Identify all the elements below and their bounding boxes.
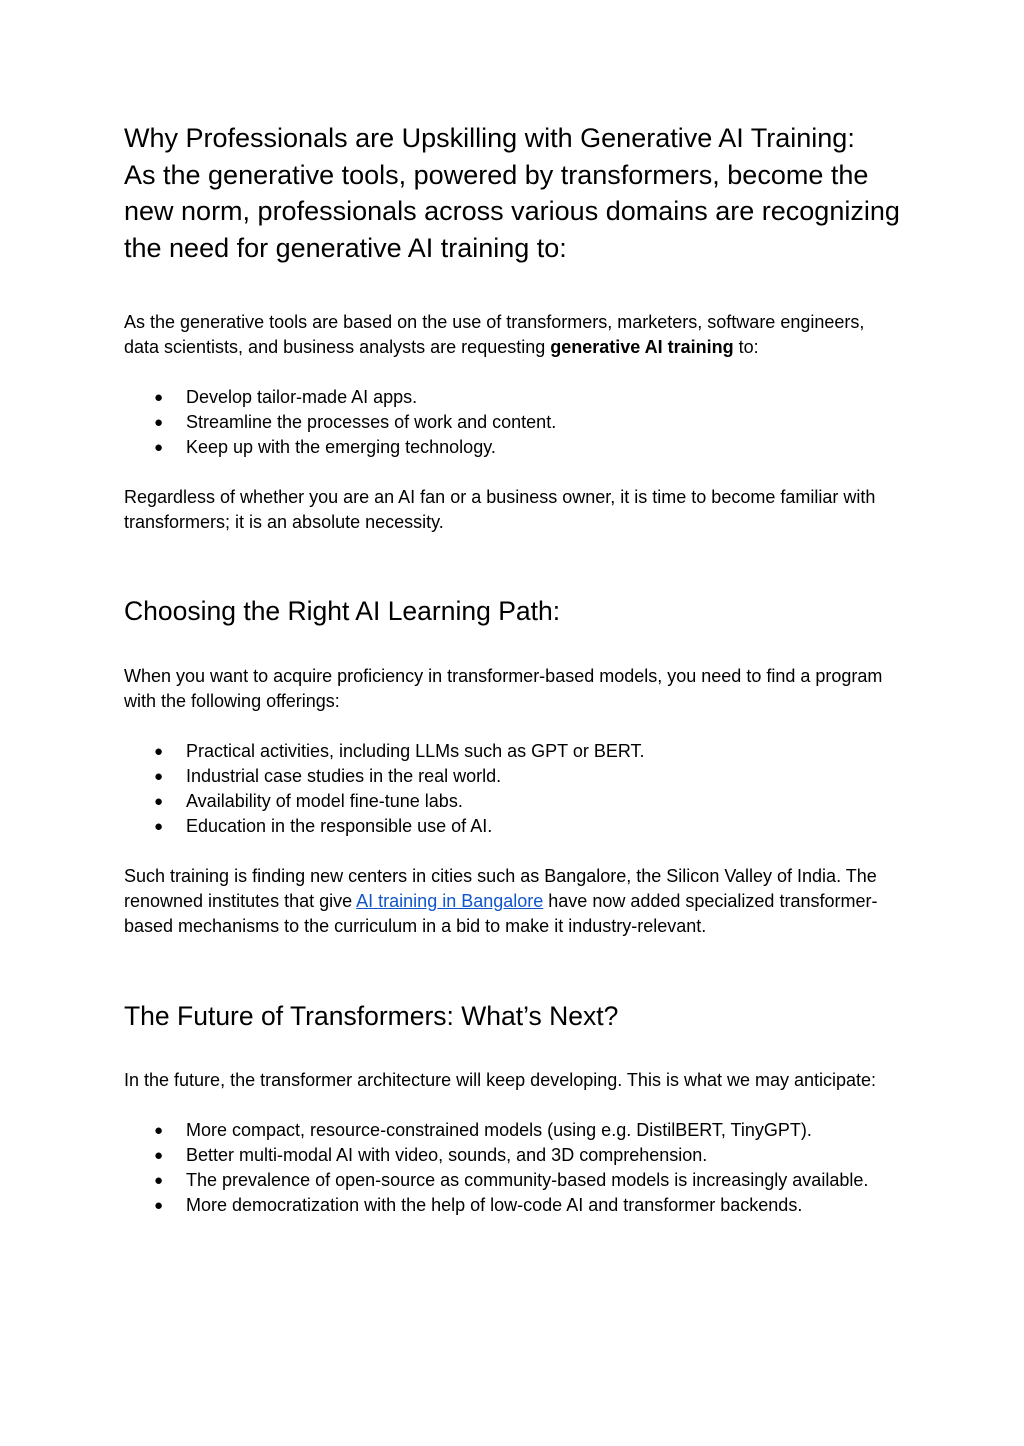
list-item: [124, 1168, 904, 1193]
section-3-bullet-list: [124, 1118, 904, 1218]
section-1-bullet-list: [124, 385, 904, 460]
bullet-icon: ●: [154, 1197, 164, 1214]
section-2-closing-text: Such training is finding new centers in cities such as Bangalore, the Silicon Valley of India. The renowned institutes that give: [124, 866, 877, 911]
bullet-icon: ●: [154, 1147, 164, 1164]
section-1-title-line-1: Why Professionals are Upskilling with Generative AI Training:: [124, 123, 855, 153]
list-item: [124, 1143, 904, 1168]
list-item: [124, 814, 904, 839]
list-item: [124, 1118, 904, 1143]
bullet-icon: ●: [154, 389, 164, 406]
list-item: [124, 739, 904, 764]
bullet-icon: ●: [154, 793, 164, 810]
bullet-icon: ●: [154, 1172, 164, 1189]
list-item-text: Keep up with the emerging technology.: [186, 437, 496, 457]
section-1-intro-bold: generative AI training: [550, 337, 734, 357]
bullet-icon: ●: [154, 1122, 164, 1139]
list-item-text: Streamline the processes of work and content.: [186, 412, 557, 432]
list-item-text: Education in the responsible use of AI.: [186, 816, 493, 836]
list-item-text: Industrial case studies in the real world.: [186, 766, 502, 786]
list-item: [124, 764, 904, 789]
section-2-heading: Choosing the Right AI Learning Path:: [124, 596, 561, 626]
section-3-heading: The Future of Transformers: What’s Next?: [124, 1001, 619, 1031]
list-item: [124, 789, 904, 814]
section-2-closing: [124, 864, 904, 939]
list-item-text: The prevalence of open-source as community-based models is increasingly available.: [186, 1170, 869, 1190]
list-item: [124, 435, 904, 460]
bullet-icon: ●: [154, 743, 164, 760]
section-3-intro: In the future, the transformer architecture will keep developing. This is what we may anticipate:: [124, 1070, 877, 1090]
list-item: [124, 385, 904, 410]
section-1-closing: Regardless of whether you are an AI fan or a business owner, it is time to become familiar with transformers; it is an absolute necessity.: [124, 487, 876, 532]
section-1-intro-end: to:: [733, 337, 759, 357]
section-1-intro: [124, 310, 904, 360]
list-item-text: Availability of model fine-tune labs.: [186, 791, 463, 811]
document-page: [124, 120, 904, 1218]
list-item-text: Better multi-modal AI with video, sounds, and 3D comprehension.: [186, 1145, 708, 1165]
bullet-icon: ●: [154, 818, 164, 835]
list-item: [124, 410, 904, 435]
section-1-title: [124, 120, 904, 266]
section-1-intro-text: As the generative tools are based on the use of transformers, marketers, software engineers, data scientists, and business analysts are requesting: [124, 312, 865, 357]
list-item-text: More democratization with the help of low-code AI and transformer backends.: [186, 1195, 803, 1215]
list-item-text: Develop tailor-made AI apps.: [186, 387, 418, 407]
section-2-intro: When you want to acquire proficiency in transformer-based models, you need to find a program with the following offerings:: [124, 666, 883, 711]
list-item-text: Practical activities, including LLMs such as GPT or BERT.: [186, 741, 645, 761]
section-2-bullet-list: [124, 739, 904, 839]
bullet-icon: ●: [154, 768, 164, 785]
section-2-closing-end: have now added specialized transformer-based mechanisms to the curriculum in a bid to make it industry-relevant.: [124, 891, 878, 936]
ai-training-bangalore-link[interactable]: AI training in Bangalore: [356, 891, 544, 911]
list-item-text: More compact, resource-constrained models (using e.g. DistilBERT, TinyGPT).: [186, 1120, 812, 1140]
list-item: [124, 1193, 904, 1218]
bullet-icon: ●: [154, 414, 164, 431]
bullet-icon: ●: [154, 439, 164, 456]
section-1-title-line-2: As the generative tools, powered by transformers, become the new norm, professionals across various domains are recognizing the need for generative AI training to:: [124, 159, 900, 263]
